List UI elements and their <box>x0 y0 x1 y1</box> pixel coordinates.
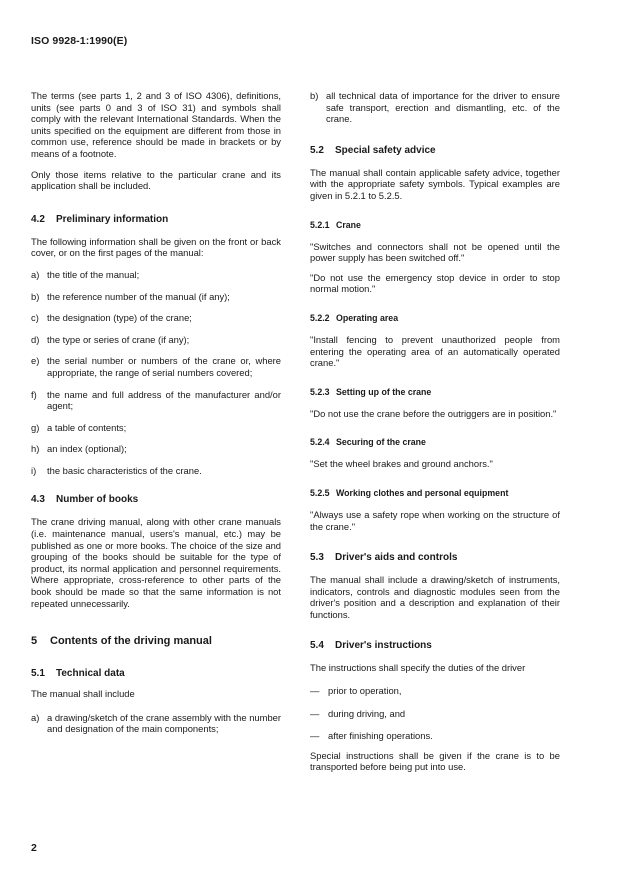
section-4-3-body: The crane driving manual, along with other crane manuals (i.e. maintenance manual, users's manual, etc.) may be published as one or more books. The choice of the size and grouping of the books should be suitable for the type of product, its normal application and personnel requirements. Where appropriate, cross-reference to other parts of the book should be made so that the same information is not repeated unnecessarily. <box>31 516 281 609</box>
list-label: a) <box>31 268 40 280</box>
section-number: 5.2.4 <box>310 437 330 448</box>
section-5-2-3-body: "Do not use the crane before the outriggers are in position." <box>310 407 557 419</box>
section-number: 5.2.5 <box>310 487 330 498</box>
list-item <box>310 685 560 697</box>
list-label: f) <box>31 388 37 400</box>
section-title: Preliminary information <box>56 213 169 225</box>
list-label: h) <box>31 443 40 455</box>
list-label: — <box>310 707 320 719</box>
section-5-3-body: The manual shall include a drawing/sketch of instruments, indicators, controls and diagnostic modules seen from the driver's position and a description and explanation of their functions. <box>310 574 560 620</box>
clause-5-heading <box>31 635 281 648</box>
list-label: i) <box>31 464 37 476</box>
section-5-1-intro: The manual shall include <box>31 688 135 700</box>
list-label: g) <box>31 421 40 433</box>
section-5-2-1-quote-1: "Switches and connectors shall not be opened until the power supply has been switched off." <box>310 240 560 264</box>
section-title: Working clothes and personal equipment <box>336 487 509 498</box>
list-text: the reference number of the manual (if any); <box>47 290 230 302</box>
list-text: an index (optional); <box>47 443 127 455</box>
section-number: 4.3 <box>31 494 45 506</box>
section-5-4-heading <box>310 640 560 652</box>
section-number: 5.2.1 <box>310 219 330 230</box>
list-item <box>31 465 281 477</box>
list-item <box>310 708 560 720</box>
list-item <box>31 312 281 324</box>
list-item <box>31 443 281 455</box>
section-title: Number of books <box>56 494 139 506</box>
list-text: a table of contents; <box>47 421 127 433</box>
list-text: the serial number or numbers of the crane or, where appropriate, the range of serial numbers covered; <box>47 355 281 378</box>
list-text: after finishing operations. <box>328 730 433 742</box>
list-item <box>31 422 281 434</box>
list-label: e) <box>31 355 40 367</box>
section-title: Technical data <box>56 668 125 680</box>
section-title: Securing of the crane <box>336 437 426 448</box>
list-text: during driving, and <box>328 707 406 719</box>
section-5-2-4-body: "Set the wheel brakes and ground anchors." <box>310 458 493 470</box>
section-title: Special safety advice <box>335 144 436 156</box>
section-title: Contents of the driving manual <box>50 635 212 648</box>
left-column <box>31 90 281 735</box>
list-text: the designation (type) of the crane; <box>47 312 192 324</box>
list-label: b) <box>310 90 319 101</box>
section-5-3-heading <box>310 552 560 564</box>
list-label: — <box>310 685 320 697</box>
section-5-2-1-quote-2: "Do not use the emergency stop device in order to stop normal motion." <box>310 271 560 295</box>
section-5-2-5-body: "Always use a safety rope when working on the structure of the crane." <box>310 508 560 532</box>
section-number: 5.2 <box>310 144 324 156</box>
list-item <box>31 269 281 281</box>
section-5-1-heading <box>31 668 281 680</box>
section-5-4-closing: Special instructions shall be given if the crane is to be transported before being put into use. <box>310 749 560 773</box>
list-label: c) <box>31 312 39 324</box>
list-text: prior to operation, <box>328 685 402 697</box>
list-text: all technical data of importance for the driver to ensure safe transport, erection and dismantling, etc. of the crane. <box>326 90 560 125</box>
section-title: Operating area <box>336 312 399 323</box>
section-5-4-intro: The instructions shall specify the duties of the driver <box>310 662 526 674</box>
list-item <box>31 355 281 378</box>
section-5-2-2-body: "Install fencing to prevent unauthorized people from entering the operating area of an automatically operated crane." <box>310 333 560 369</box>
right-column <box>310 90 560 773</box>
list-item <box>31 291 281 303</box>
page-header: ISO 9928-1:1990(E) <box>31 35 128 47</box>
section-number: 5.4 <box>310 640 324 652</box>
list-text: the type or series of crane (if any); <box>47 333 190 345</box>
list-label: d) <box>31 333 40 345</box>
list-text: a drawing/sketch of the crane assembly with the number and designation of the main components; <box>47 711 281 735</box>
section-5-2-2-heading <box>310 313 560 324</box>
list-text: the title of the manual; <box>47 268 140 280</box>
list-label: b) <box>31 290 40 302</box>
section-number: 5.1 <box>31 668 45 680</box>
list-item <box>310 90 560 125</box>
list-text: the name and full address of the manufacturer and/or agent; <box>47 388 281 412</box>
intro-paragraph-2: Only those items relative to the particular crane and its application shall be included. <box>31 168 281 192</box>
section-5-2-4-heading <box>310 437 560 448</box>
section-number: 5 <box>31 635 38 648</box>
section-5-2-heading <box>310 145 560 157</box>
section-5-2-5-heading <box>310 488 560 499</box>
section-title: Crane <box>336 219 361 230</box>
list-item <box>310 730 560 742</box>
section-title: Driver's aids and controls <box>335 552 458 564</box>
section-title: Setting up of the crane <box>336 386 432 397</box>
list-item <box>31 389 281 412</box>
section-number: 4.2 <box>31 213 45 225</box>
intro-paragraph: The terms (see parts 1, 2 and 3 of ISO 4306), definitions, units (see parts 0 and 3 of ISO 31) and symbols shall comply with the relevant International Standards. When the units specified on the equipment are different from those in common use, reference should be made in brackets or by means of a footnote. <box>31 90 281 159</box>
section-number: 5.2.2 <box>310 312 330 323</box>
section-4-3-heading <box>31 494 281 506</box>
list-item <box>31 334 281 346</box>
section-4-2-heading <box>31 214 281 226</box>
list-text: the basic characteristics of the crane. <box>47 464 202 476</box>
section-number: 5.3 <box>310 552 324 564</box>
list-label: — <box>310 730 320 742</box>
section-4-2-intro: The following information shall be given on the front or back cover, or on the first pages of the manual: <box>31 235 281 259</box>
section-5-2-3-heading <box>310 387 560 398</box>
list-label: a) <box>31 711 40 723</box>
section-5-2-body: The manual shall contain applicable safety advice, together with the appropriate safety symbols. Typical examples are given in 5.2.1 to 5.2.5. <box>310 166 560 201</box>
section-title: Driver's instructions <box>335 640 432 652</box>
section-number: 5.2.3 <box>310 386 330 397</box>
list-item <box>31 712 281 735</box>
page-number: 2 <box>31 842 37 854</box>
section-5-2-1-heading <box>310 220 560 231</box>
